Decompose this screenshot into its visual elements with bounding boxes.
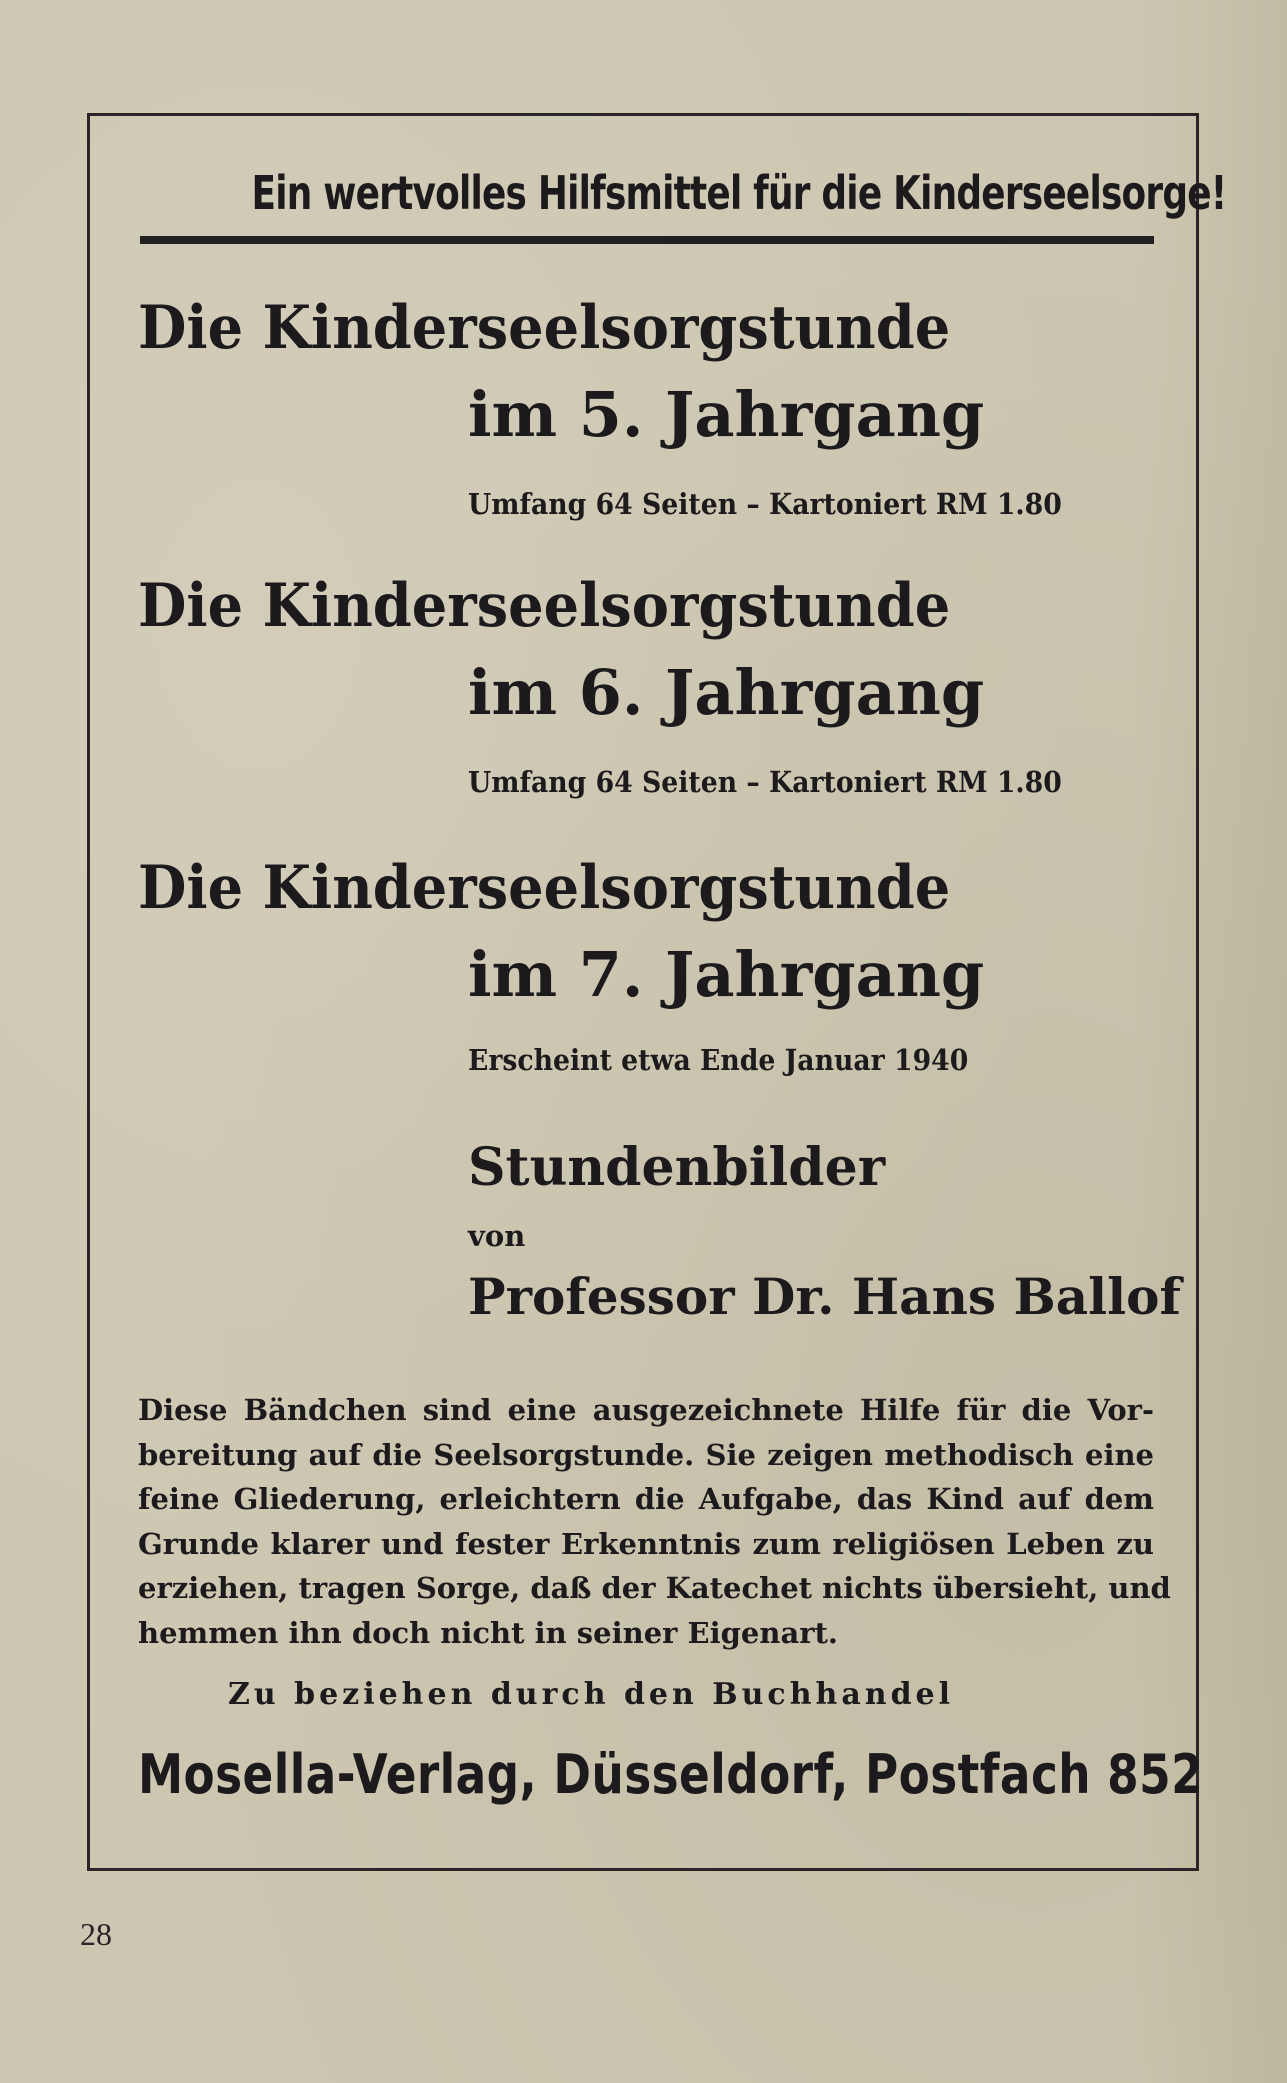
book-title: Die Kinderseelsorgstunde (138, 293, 951, 363)
description-line: bereitung auf die Seelsorgstunde. Sie zeigen methodisch eine (138, 1437, 1154, 1472)
book-status: Erscheint etwa Ende Januar 1940 (468, 1043, 969, 1077)
series-subtitle: Stundenbilder (468, 1137, 886, 1198)
book-details: Umfang 64 Seiten – Kartoniert RM 1.80 (468, 487, 1062, 521)
description-paragraph (138, 1388, 1171, 1655)
description-line: feine Gliederung, erleichtern die Aufgabe, das Kind auf dem (138, 1482, 1154, 1516)
book-volume: im 7. Jahrgang (468, 938, 985, 1011)
book-volume: im 5. Jahrgang (468, 378, 985, 451)
description-line: erziehen, tragen Sorge, daß der Katechet nichts übersieht, und (138, 1571, 1171, 1605)
description-line: Diese Bändchen sind eine ausgezeichnete Hilfe für die Vor- (138, 1393, 1154, 1427)
book-details: Umfang 64 Seiten – Kartoniert RM 1.80 (468, 765, 1062, 799)
header-rule-divider (140, 236, 1154, 244)
description-line: Grunde klarer und fester Erkenntnis zum religiösen Leben zu (138, 1526, 1154, 1561)
page-number: 28 (80, 1916, 112, 1952)
by-label: von (468, 1219, 526, 1253)
advertisement-header: Ein wertvolles Hilfsmittel für die Kinderseelsorge! (251, 166, 1227, 220)
availability-note: Zu beziehen durch den Buchhandel (227, 1677, 955, 1712)
author-name: Professor Dr. Hans Ballof (468, 1267, 1181, 1326)
book-volume: im 6. Jahrgang (468, 656, 985, 729)
publisher-address: Mosella-Verlag, Düsseldorf, Postfach 852 (138, 1743, 1204, 1806)
book-title: Die Kinderseelsorgstunde (138, 853, 951, 923)
description-line: hemmen ihn doch nicht in seiner Eigenart. (138, 1615, 839, 1650)
book-title: Die Kinderseelsorgstunde (138, 571, 951, 641)
